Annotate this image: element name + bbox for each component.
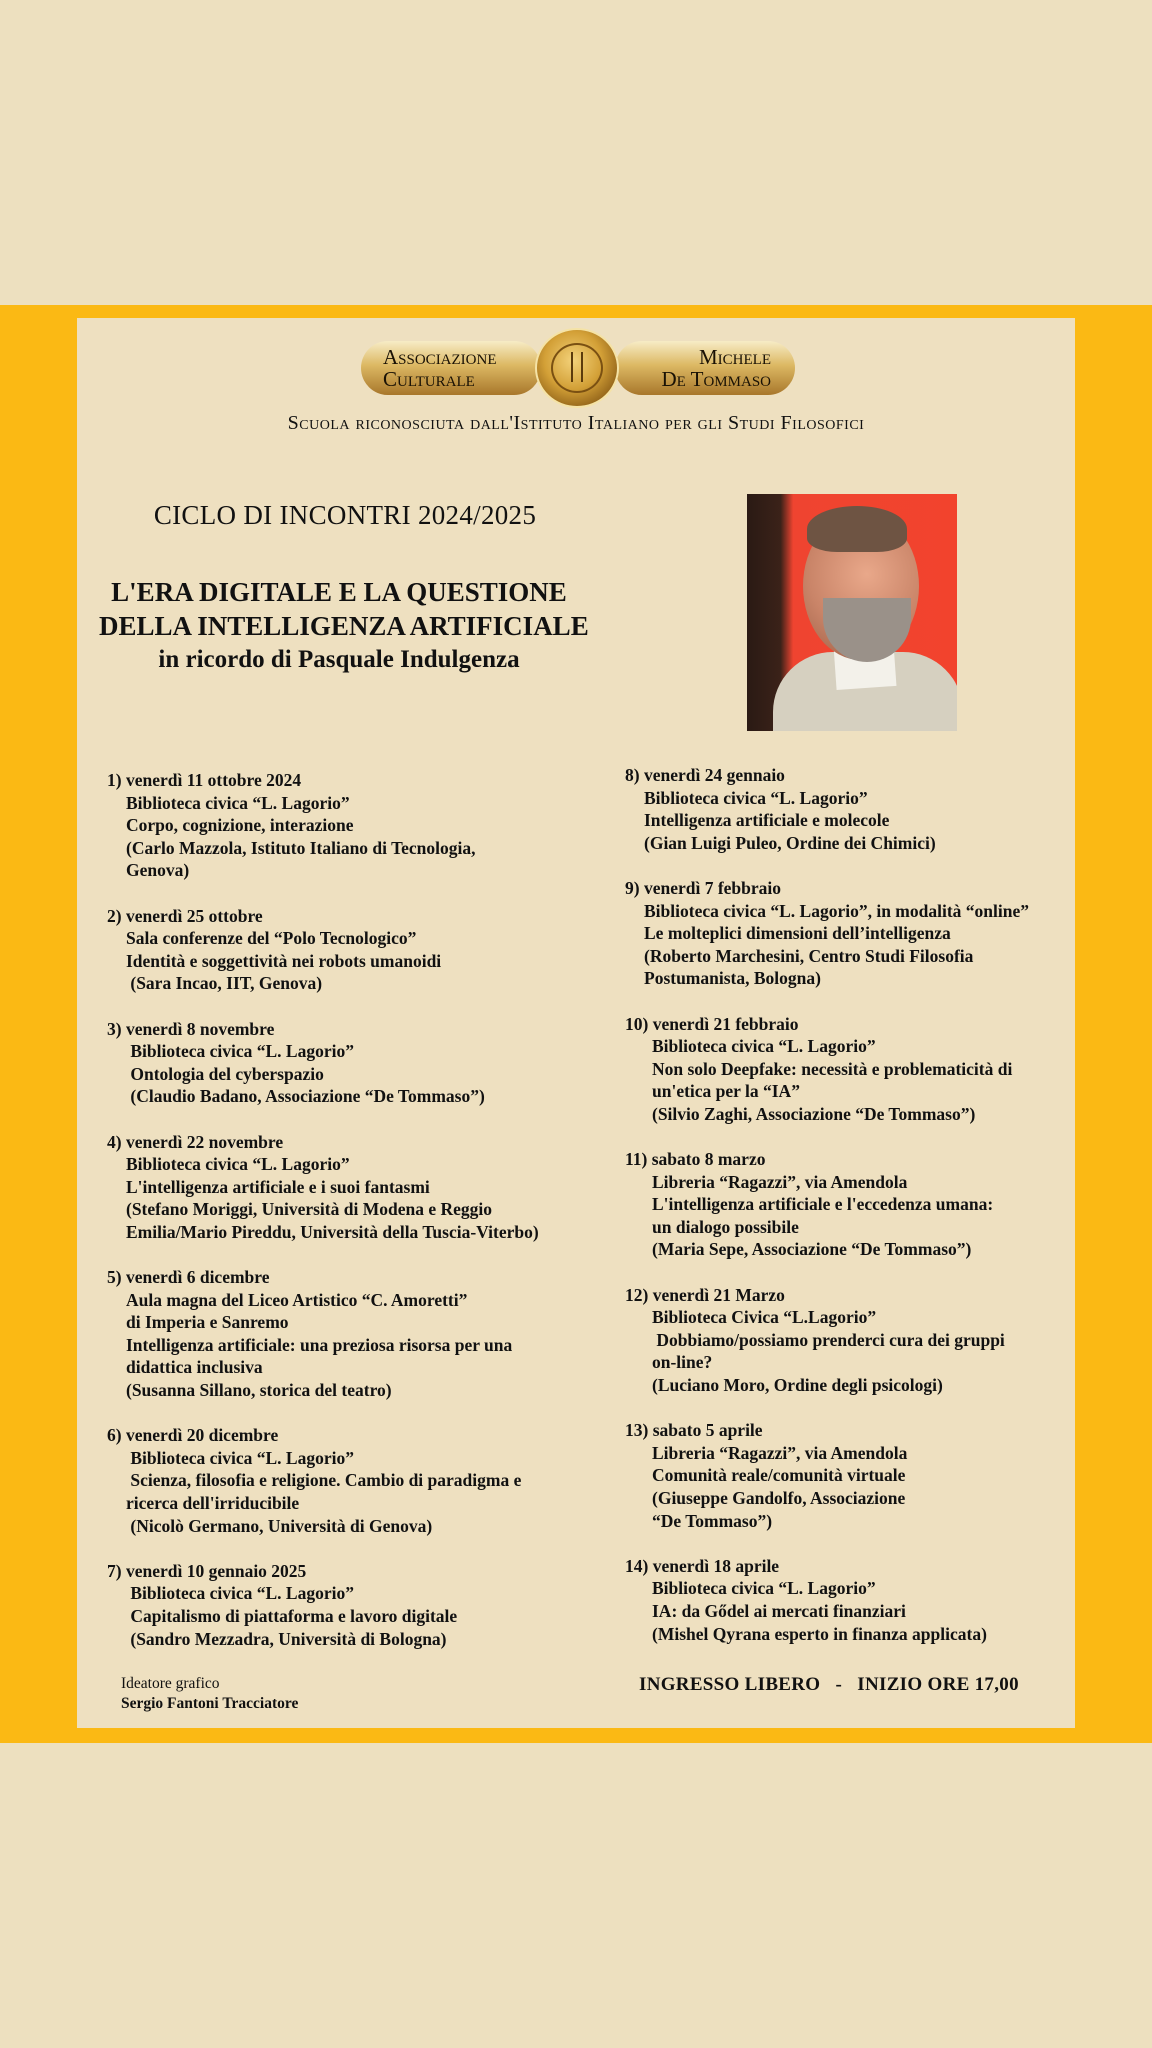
event-detail-line: L'intelligenza artificiale e l'eccedenza umana: <box>652 1194 994 1215</box>
association-logo <box>361 328 795 408</box>
event-item <box>625 1284 1070 1397</box>
event-date: 7) venerdì 10 gennaio 2025 <box>107 1560 307 1581</box>
portrait-photo <box>747 494 957 731</box>
event-detail-line: Capitalismo di piattaforma e lavoro digitale <box>126 1605 458 1626</box>
event-item <box>107 1266 577 1402</box>
credits <box>121 1674 298 1714</box>
event-detail-line: Intelligenza artificiale e molecole <box>644 810 890 831</box>
event-detail-line: “De Tommaso”) <box>652 1510 773 1531</box>
event-detail-line: Emilia/Mario Pireddu, Università della Tuscia-Viterbo) <box>126 1221 539 1242</box>
event-details <box>107 927 577 995</box>
cycle-heading: CICLO DI INCONTRI 2024/2025 <box>153 500 537 530</box>
event-details <box>107 1040 577 1108</box>
logo-left-banner <box>361 341 541 395</box>
event-item <box>107 1131 577 1244</box>
event-details <box>625 1442 1070 1532</box>
event-detail-line: ricerca dell'irriducibile <box>126 1493 300 1513</box>
event-date: 4) venerdì 22 novembre <box>107 1131 284 1152</box>
event-details <box>625 1306 1070 1396</box>
event-detail-line: Postumanista, Bologna) <box>644 968 821 989</box>
event-detail-line: Libreria “Ragazzi”, via Amendola <box>652 1442 908 1463</box>
event-detail-line: Sala conferenze del “Polo Tecnologico” <box>126 928 417 949</box>
event-detail-line: (Roberto Marchesini, Centro Studi Filosofia <box>644 945 974 966</box>
event-item <box>107 1560 577 1650</box>
credits-name: Sergio Fantoni Tracciatore <box>121 1695 299 1712</box>
event-details <box>107 1289 577 1402</box>
event-item <box>625 1148 1070 1261</box>
event-detail-line: Biblioteca civica “L. Lagorio” <box>652 1036 876 1057</box>
event-detail-line: (Sandro Mezzadra, Università di Bologna) <box>126 1628 447 1649</box>
event-item <box>625 764 1070 854</box>
event-item <box>625 877 1070 990</box>
program-right-column <box>625 764 1070 1668</box>
event-detail-line: un dialogo possibile <box>652 1216 799 1237</box>
event-item <box>625 1013 1070 1126</box>
event-detail-line: Ontologia del cyberspazio <box>126 1063 324 1084</box>
event-detail-line: L'intelligenza artificiale e i suoi fantasmi <box>126 1176 430 1197</box>
event-details <box>107 792 577 882</box>
event-detail-line: un'etica per la “IA” <box>652 1081 800 1102</box>
event-date: 12) venerdì 21 Marzo <box>625 1284 785 1305</box>
event-detail-line: (Sara Incao, IIT, Genova) <box>126 973 323 994</box>
page-title <box>99 575 589 643</box>
event-date: 9) venerdì 7 febbraio <box>625 877 782 898</box>
event-detail-line: (Nicolò Germano, Università di Genova) <box>126 1515 433 1536</box>
school-recognition: Scuola riconosciuta dall'Istituto Italiano per gli Studi Filosofici <box>287 412 865 434</box>
event-date: 14) venerdì 18 aprile <box>625 1555 780 1576</box>
entry-info: INGRESSO LIBERO - INIZIO ORE 17,00 <box>639 1674 1019 1695</box>
poster <box>77 318 1075 1728</box>
event-detail-line: IA: da Gődel ai mercati finanziari <box>652 1600 906 1621</box>
event-detail-line: Genova) <box>126 860 190 881</box>
event-detail-line: Scienza, filosofia e religione. Cambio di paradigma e <box>126 1470 522 1491</box>
event-item <box>107 769 577 882</box>
event-details <box>625 1577 1070 1645</box>
event-date: 1) venerdì 11 ottobre 2024 <box>107 770 302 790</box>
event-date: 11) sabato 8 marzo <box>625 1149 766 1170</box>
event-detail-line: Libreria “Ragazzi”, via Amendola <box>652 1171 908 1192</box>
event-date: 10) venerdì 21 febbraio <box>625 1013 799 1034</box>
event-detail-line: di Imperia e Sanremo <box>126 1312 289 1333</box>
event-details <box>107 1582 577 1650</box>
event-detail-line: Biblioteca civica “L. Lagorio” <box>126 792 350 813</box>
event-detail-line: (Stefano Moriggi, Università di Modena e Reggio <box>126 1199 492 1220</box>
event-date: 3) venerdì 8 novembre <box>107 1018 275 1039</box>
event-detail-line: Aula magna del Liceo Artistico “C. Amoretti” <box>126 1289 468 1310</box>
event-detail-line: Biblioteca civica “L. Lagorio” <box>652 1578 876 1599</box>
logo-right-banner <box>615 341 795 395</box>
event-detail-line: Identità e soggettività nei robots umanoidi <box>126 950 442 971</box>
event-detail-line: (Silvio Zaghi, Associazione “De Tommaso”) <box>652 1103 976 1124</box>
event-detail-line: Dobbiamo/possiamo prenderci cura dei gruppi <box>652 1329 1005 1350</box>
event-detail-line: (Susanna Sillano, storica del teatro) <box>126 1380 392 1401</box>
credits-label: Ideatore grafico <box>121 1675 220 1692</box>
event-item <box>107 905 577 995</box>
event-detail-line: Intelligenza artificiale: una preziosa risorsa per una <box>126 1334 513 1355</box>
subtitle: in ricordo di Pasquale Indulgenza <box>158 646 520 673</box>
program-left-column <box>107 769 577 1673</box>
event-detail-line: Comunità reale/comunità virtuale <box>652 1465 906 1486</box>
event-detail-line: Biblioteca Civica “L.Lagorio” <box>652 1307 877 1328</box>
logo-text: De Tommaso <box>661 367 771 391</box>
event-detail-line: Biblioteca civica “L. Lagorio” <box>126 1583 354 1604</box>
title-line: DELLA INTELLIGENZA ARTIFICIALE <box>99 611 589 641</box>
event-detail-line: on-line? <box>652 1352 713 1373</box>
event-detail-line: Biblioteca civica “L. Lagorio” <box>644 787 868 808</box>
event-date: 13) sabato 5 aprile <box>625 1420 763 1441</box>
event-detail-line: (Claudio Badano, Associazione “De Tommaso”) <box>126 1086 485 1107</box>
event-detail-line: (Carlo Mazzola, Istituto Italiano di Tecnologia, <box>126 837 476 858</box>
logo-text: Culturale <box>383 367 475 391</box>
event-details <box>107 1447 577 1537</box>
title-line: L'ERA DIGITALE E LA QUESTIONE <box>111 577 567 607</box>
event-detail-line: Non solo Deepfake: necessità e problematicità di <box>652 1058 1013 1079</box>
event-detail-line: (Luciano Moro, Ordine degli psicologi) <box>652 1375 943 1396</box>
event-detail-line: Biblioteca civica “L. Lagorio” <box>126 1154 350 1175</box>
event-detail-line: (Maria Sepe, Associazione “De Tommaso”) <box>652 1239 972 1260</box>
event-detail-line: (Gian Luigi Puleo, Ordine dei Chimici) <box>644 832 936 853</box>
logo-text: Michele <box>699 345 771 369</box>
seal-icon <box>535 328 619 408</box>
event-detail-line: Biblioteca civica “L. Lagorio” <box>126 1041 354 1062</box>
event-date: 8) venerdì 24 gennaio <box>625 765 785 785</box>
event-detail-line: (Giuseppe Gandolfo, Associazione <box>652 1488 906 1508</box>
event-date: 5) venerdì 6 dicembre <box>107 1267 270 1288</box>
event-date: 2) venerdì 25 ottobre <box>107 905 263 926</box>
event-date: 6) venerdì 20 dicembre <box>107 1425 279 1446</box>
event-details <box>625 1171 1070 1261</box>
logo-text: Associazione <box>383 345 497 369</box>
event-item <box>625 1419 1070 1532</box>
event-item <box>625 1555 1070 1645</box>
event-item <box>107 1018 577 1108</box>
event-details <box>625 787 1070 855</box>
event-detail-line: Corpo, cognizione, interazione <box>126 815 354 836</box>
event-details <box>625 1035 1070 1125</box>
event-detail-line: didattica inclusiva <box>126 1357 263 1378</box>
event-detail-line: Biblioteca civica “L. Lagorio”, in modalità “online” <box>644 900 1029 921</box>
event-item <box>107 1424 577 1537</box>
event-detail-line: Le molteplici dimensioni dell’intelligenza <box>644 923 951 944</box>
event-details <box>625 900 1070 990</box>
event-detail-line: Biblioteca civica “L. Lagorio” <box>126 1447 354 1468</box>
event-details <box>107 1153 577 1243</box>
event-detail-line: (Mishel Qyrana esperto in finanza applicata) <box>652 1623 987 1644</box>
